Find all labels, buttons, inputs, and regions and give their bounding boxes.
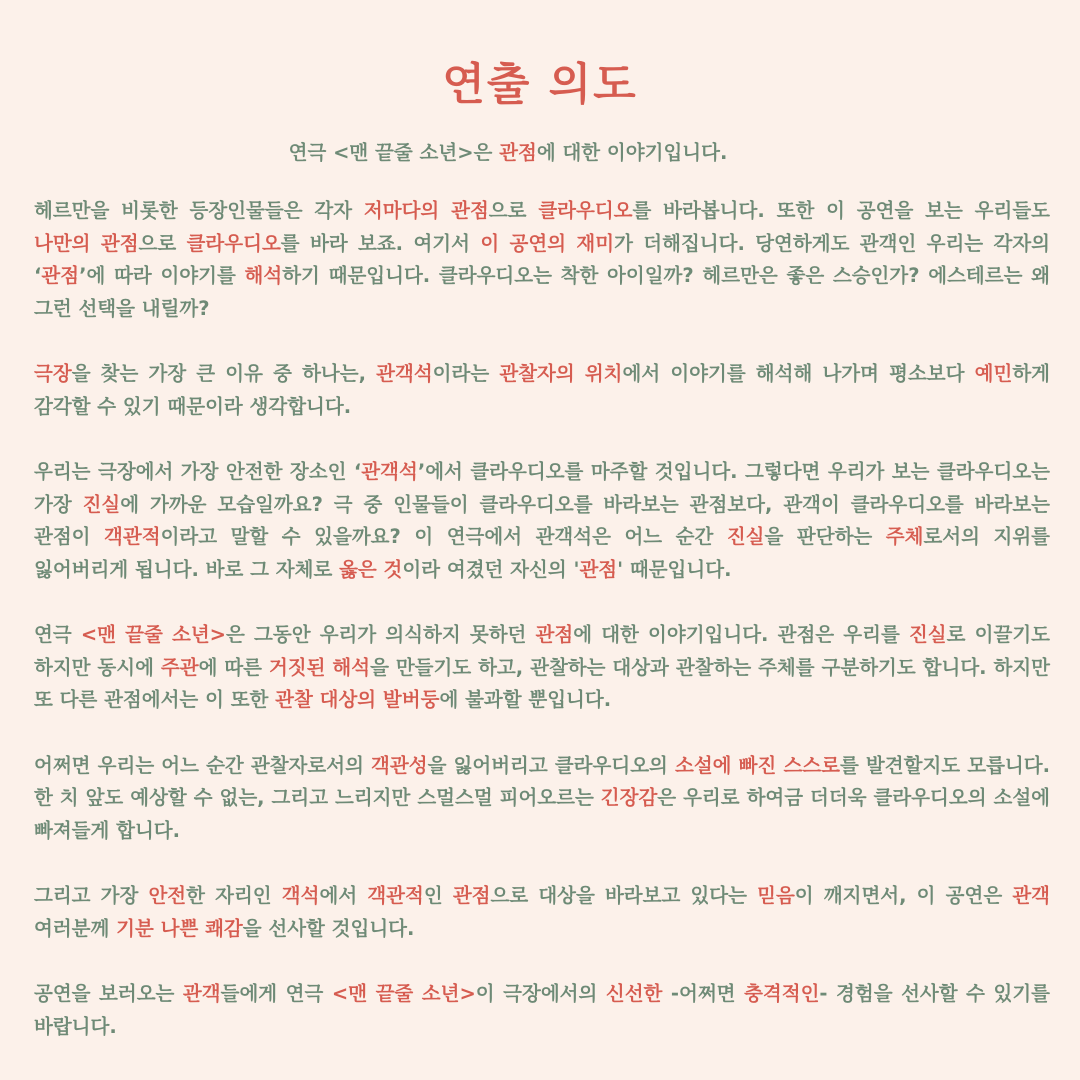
highlight-text: 관점 xyxy=(41,264,80,287)
highlight-text: 안전 xyxy=(148,884,187,907)
highlight-text: 옳은 것 xyxy=(339,557,403,581)
highlight-text: 관점 xyxy=(535,623,574,646)
body-text-segment: 을 찾는 가장 큰 이유 중 하나는, xyxy=(71,362,377,385)
body-text-segment: 에서 이야기를 해석해 나가며 평소보다 xyxy=(622,362,975,385)
body-text-segment: 이 극장에서의 xyxy=(475,982,606,1005)
body-text xyxy=(34,195,1050,1076)
highlight-text: 클라우디오 xyxy=(186,231,281,255)
highlight-text: 극장 xyxy=(34,362,72,385)
body-text-segment: 인 xyxy=(423,884,453,907)
highlight-text: 관객 xyxy=(182,982,221,1005)
highlight-text: 관찰 대상의 발버둥 xyxy=(275,688,440,711)
body-text-segment: 이라 여겼던 자신의 ' xyxy=(402,557,580,581)
body-text-segment: 에 대한 이야기입니다. 관점은 우리를 xyxy=(573,623,909,646)
body-text-segment: 연극 <맨 끝줄 소년>은 xyxy=(288,141,500,164)
body-text-segment: 을 선사할 것입니다. xyxy=(242,916,415,940)
body-text-segment: 한 자리인 xyxy=(186,884,282,907)
highlight-text: 기분 나쁜 쾌감 xyxy=(116,916,243,940)
body-text-segment: 을 잃어버리고 클라우디오의 xyxy=(427,753,675,777)
body-text-segment: 에서 xyxy=(319,884,368,907)
body-text-segment: 우리는 극장에서 가장 안전한 장소인 ‘ xyxy=(34,460,362,483)
body-text-segment: 를 바라봅니다. 또한 이 공연을 보는 우리들도 xyxy=(632,199,1051,222)
body-text-segment: 에 따른 xyxy=(198,655,269,679)
body-text-segment: 에 불과할 뿐입니다. xyxy=(439,688,612,711)
body-text-segment: 하기 때문입니다. 클라우디오는 착한 아이일까? 헤르만은 좋은 스승인가? 에스테르는 왜 그런 선택을 내릴까? xyxy=(34,264,1050,320)
highlight-text: 관객 xyxy=(1012,884,1050,907)
page-title: 연출 의도 xyxy=(442,59,638,111)
intro-line xyxy=(0,136,1016,169)
body-text-segment: 로 이끌기도 하지만 동시에 xyxy=(34,623,1050,679)
highlight-text: 충격적인 xyxy=(744,982,820,1005)
body-text-segment: 을 만들기도 하고, 관찰하는 대상과 관찰하는 주체를 구분하기도 합니다. 하지만 또 다른 관점에서는 이 또한 xyxy=(34,655,1050,711)
body-text-segment: 를 발견할지도 모릅니다. 한 치 앞도 예상할 수 없는, 그리고 느리지만 스멀스멀 피어오르는 xyxy=(34,753,1051,809)
body-text-segment: 연극 xyxy=(34,623,81,646)
highlight-text: 클라우디오 xyxy=(538,199,633,222)
highlight-text: 관객석 xyxy=(361,460,418,483)
highlight-text: 나만의 관점 xyxy=(34,231,139,255)
highlight-text: 소설에 빠진 스스로 xyxy=(675,753,840,777)
highlight-text: 관찰자의 위치 xyxy=(499,362,623,385)
highlight-text: 주관 xyxy=(160,655,199,679)
body-text-segment: 로서의 지위를 잃어버리게 됩니다. 바로 그 자체로 xyxy=(34,525,1050,581)
body-text-segment: 에 대한 이야기입니다. xyxy=(536,141,728,164)
body-text-segment: ’에 따라 이야기를 xyxy=(79,264,245,287)
highlight-text: 신선한 xyxy=(605,982,663,1005)
highlight-text: <맨 끝줄 소년> xyxy=(331,982,476,1005)
paragraph xyxy=(34,456,1050,586)
highlight-text: 관점 xyxy=(499,141,537,164)
highlight-text: <맨 끝줄 소년> xyxy=(80,623,227,646)
highlight-text: 관객석 xyxy=(376,362,433,385)
highlight-text: 예민 xyxy=(974,362,1013,385)
body-text-segment: ' 때문입니다. xyxy=(617,557,732,581)
highlight-text: 객석 xyxy=(281,884,320,907)
paragraph xyxy=(34,880,1050,945)
body-text-segment: 은 우리로 하여금 더더욱 클라우디오의 소설에 빠져들게 합니다. xyxy=(34,786,1050,842)
body-text-segment: 어쩌면 우리는 어느 순간 관찰자로서의 xyxy=(34,753,372,777)
body-text-segment: 을 판단하는 xyxy=(764,525,886,548)
highlight-text: 해석 xyxy=(244,264,283,287)
paragraph xyxy=(34,358,1050,423)
body-text-segment: - 경험을 선사할 수 있기를 바랍니다. xyxy=(34,982,1051,1038)
body-text-segment: 에 가까운 모습일까요? 극 중 인물들이 클라우디오를 바라보는 관점보다, 관객이 클라우디오를 바라보는 관점이 xyxy=(34,492,1050,548)
highlight-text: 이 공연의 재미 xyxy=(480,231,615,255)
body-text-segment: 그리고 가장 xyxy=(34,884,149,907)
highlight-text: 관점 xyxy=(579,557,618,581)
body-text-segment: 가 더해집니다. 당연하게도 관객인 우리는 각자의 ‘ xyxy=(34,231,1051,287)
highlight-text: 거짓된 해석 xyxy=(268,655,371,679)
paragraph xyxy=(34,750,1050,848)
highlight-text: 객관적 xyxy=(367,884,424,907)
highlight-text: 객관성 xyxy=(371,753,428,777)
highlight-text: 객관적 xyxy=(104,525,161,548)
highlight-text: 긴장감 xyxy=(600,786,658,809)
body-text-segment: 를 바라 보죠. 여기서 xyxy=(280,231,481,255)
body-text-segment: 하게 감각할 수 있기 때문이라 생각합니다. xyxy=(34,362,1050,418)
body-text-segment: 헤르만을 비롯한 등장인물들은 각자 xyxy=(34,199,364,222)
highlight-text: 주체 xyxy=(885,525,924,548)
body-text-segment: 이라고 말할 수 있을까요? 이 연극에서 관객석은 어느 순간 xyxy=(160,525,727,548)
body-text-segment: 은 그동안 우리가 의식하지 못하던 xyxy=(226,623,536,646)
body-text-segment: 으로 대상을 바라보고 있다는 xyxy=(490,884,758,907)
body-text-segment: -어쩌면 xyxy=(662,982,745,1005)
highlight-text: 저마다의 관점 xyxy=(363,199,489,222)
highlight-text: 진실 xyxy=(726,525,765,548)
body-text-segment: 여러분께 xyxy=(34,916,117,940)
highlight-text: 관점 xyxy=(452,884,491,907)
highlight-text: 진실 xyxy=(908,623,947,646)
body-text-segment: 이 깨지면서, 이 공연은 xyxy=(794,884,1013,907)
body-text-segment: 들에게 연극 xyxy=(220,982,332,1005)
body-text-segment: 으로 xyxy=(488,199,539,222)
body-text-segment: 으로 xyxy=(138,231,187,255)
paragraph xyxy=(34,195,1050,325)
highlight-text: 진실 xyxy=(82,492,121,516)
body-text-segment: ’에서 클라우디오를 마주할 것입니다. 그렇다면 우리가 보는 클라우디오는 가장 xyxy=(34,460,1050,516)
paragraph xyxy=(34,619,1050,717)
body-text-segment: 이라는 xyxy=(432,362,500,385)
highlight-text: 믿음 xyxy=(757,884,795,907)
body-text-segment: 공연을 보러오는 xyxy=(34,982,183,1005)
paragraph xyxy=(34,978,1050,1043)
